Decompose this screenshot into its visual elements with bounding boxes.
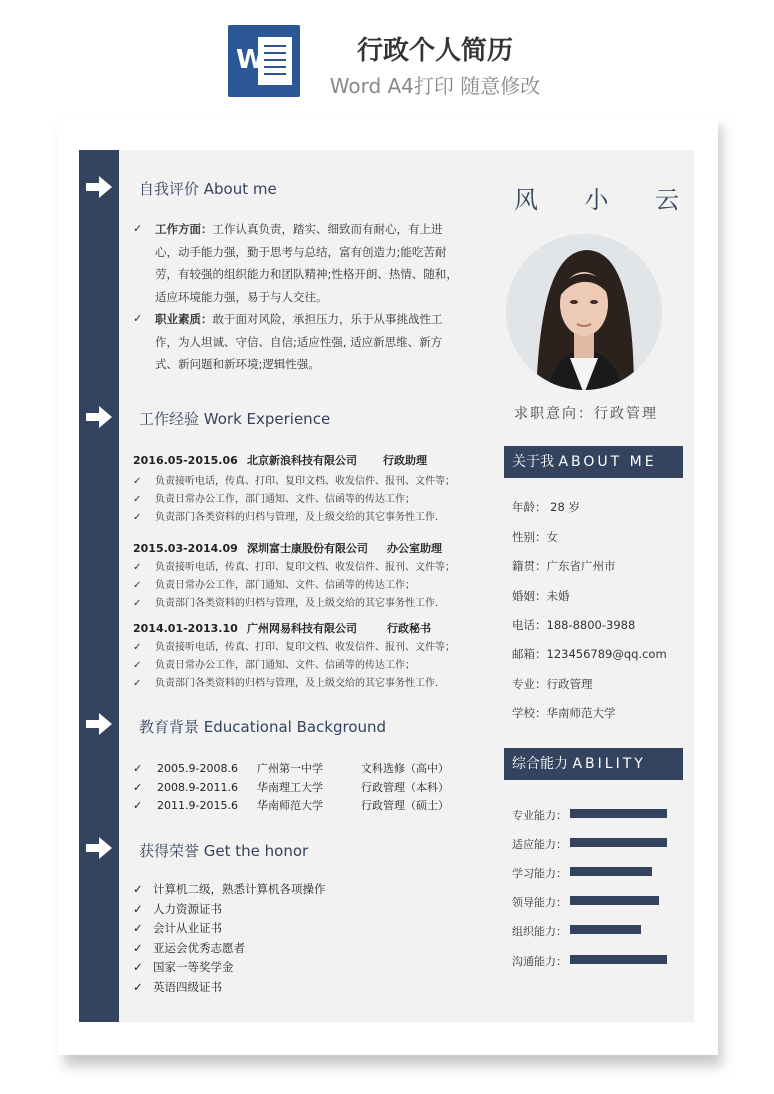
skill-bar (570, 809, 667, 818)
job-position: 行政助理 (383, 454, 427, 467)
honor-item: ✓ 英语四级证书 (133, 980, 222, 994)
info-school: 学校：华南师范大学 (512, 706, 616, 720)
section-title-education: 教育背景 Educational Background (139, 718, 387, 736)
skill-bar (570, 896, 659, 905)
job-period: 2014.01-2013.10 (133, 622, 238, 635)
check-icon: ✓ (133, 678, 142, 689)
job-duty: ✓ 负责日常办公工作，部门通知、文件、信函等的传达工作； (133, 580, 415, 591)
check-icon: ✓ (133, 512, 142, 523)
honor-item: ✓ 人力资源证书 (133, 902, 222, 916)
job-duty: ✓ 负责部门各类资料的归档与管理，及上级交给的其它事务性工作. (133, 598, 439, 609)
skill-bar (570, 925, 641, 934)
info-gender: 性别：女 (512, 530, 558, 544)
job-period: 2015.03-2014.09 (133, 542, 238, 555)
education-row: ✓ 2011.9-2015.6 华南师范大学 行政管理（硕士） (133, 799, 449, 812)
left-stripe (79, 150, 119, 1022)
page-subtitle: Word A4打印 随意修改 (329, 74, 541, 98)
word-logo-letter: W (236, 45, 265, 75)
skill-label: 学习能力： (512, 867, 567, 880)
evaluation-text: 敢于面对风险，承担压力，乐于从事挑战性工作，为人坦诚、守信、自信;适应性强, 适应新思维、新方式、新问题和新环境;逻辑性强。 (155, 312, 443, 371)
evaluation-item (133, 218, 463, 308)
info-age: 年龄： 28 岁 (512, 500, 580, 514)
evaluation-lead: 工作方面： (155, 222, 213, 236)
job-duty: ✓ 负责日常办公工作，部门通知、文件、信函等的传达工作； (133, 494, 415, 505)
education-row: ✓ 2005.9-2008.6 广州第一中学 文科选修（高中） (133, 762, 449, 775)
evaluation-text: 工作认真负责，踏实、细致而有耐心，有上进心，动手能力强，勤于思考与总结，富有创造力;能吃苦耐劳，有较强的组织能力和团队精神;性格开朗、热情、随和，适应环境能力强，易于与人交往。 (155, 222, 458, 304)
ability-header: 综合能力 ABILITY (504, 748, 683, 780)
check-icon: ✓ (133, 781, 143, 794)
arrow-right-icon (86, 176, 112, 198)
job-header (133, 452, 427, 468)
skill-label: 沟通能力： (512, 955, 567, 968)
check-icon: ✓ (133, 902, 143, 916)
honor-item: ✓ 亚运会优秀志愿者 (133, 941, 245, 955)
job-duty: ✓ 负责日常办公工作，部门通知、文件、信函等的传达工作； (133, 660, 415, 671)
check-icon: ✓ (133, 882, 143, 896)
info-email: 邮箱：123456789@qq.com (512, 647, 667, 661)
section-title-work-experience: 工作经验 Work Experience (139, 410, 331, 428)
job-duty: ✓ 负责部门各类资料的归档与管理，及上级交给的其它事务性工作. (133, 678, 439, 689)
job-company: 北京新浪科技有限公司 (247, 454, 357, 467)
section-title-honors: 获得荣誉 Get the honor (139, 842, 309, 860)
evaluation-item (133, 308, 463, 376)
check-icon: ✓ (133, 799, 143, 812)
arrow-right-icon (86, 406, 112, 428)
honor-item: ✓ 国家一等奖学金 (133, 960, 234, 974)
arrow-right-icon (86, 837, 112, 859)
skill-bar (570, 955, 667, 964)
job-intent: 求职意向：行政管理 (514, 406, 658, 422)
word-logo-icon (228, 25, 300, 97)
check-icon: ✓ (133, 562, 142, 573)
skill-label: 专业能力： (512, 809, 567, 822)
check-icon: ✓ (133, 642, 142, 653)
job-period: 2016.05-2015.06 (133, 454, 238, 467)
job-position: 行政秘书 (387, 622, 431, 635)
avatar (506, 234, 662, 390)
check-icon: ✓ (133, 580, 142, 591)
education-row: ✓ 2008.9-2011.6 华南理工大学 行政管理（本科） (133, 781, 449, 794)
skill-label: 适应能力： (512, 838, 567, 851)
job-duty: ✓ 负责接听电话，传真、打印、复印文档、收发信件、报刊、文件等； (133, 476, 455, 487)
skill-bar (570, 867, 652, 876)
skill-label: 领导能力： (512, 896, 567, 909)
check-icon: ✓ (133, 762, 143, 775)
check-icon: ✓ (133, 921, 143, 935)
arrow-right-icon (86, 713, 112, 735)
check-icon: ✓ (133, 660, 142, 671)
check-icon: ✓ (133, 222, 143, 235)
check-icon: ✓ (133, 941, 143, 955)
candidate-name: 风 小 云 (514, 186, 679, 214)
job-header (133, 540, 442, 556)
check-icon: ✓ (133, 980, 143, 994)
check-icon: ✓ (133, 312, 143, 325)
info-major: 专业：行政管理 (512, 677, 593, 691)
info-hometown: 籍贯：广东省广州市 (512, 559, 616, 573)
job-header (133, 620, 431, 636)
honor-item: ✓ 会计从业证书 (133, 921, 222, 935)
page-title: 行政个人简历 (356, 36, 513, 66)
job-position: 办公室助理 (387, 542, 442, 555)
job-duty: ✓ 负责部门各类资料的归档与管理，及上级交给的其它事务性工作. (133, 512, 439, 523)
check-icon: ✓ (133, 598, 142, 609)
job-company: 广州网易科技有限公司 (247, 622, 357, 635)
info-phone: 电话：188-8800-3988 (512, 618, 636, 632)
check-icon: ✓ (133, 476, 142, 487)
check-icon: ✓ (133, 494, 142, 505)
about-me-header: 关于我 ABOUT ME (504, 446, 683, 478)
info-marital: 婚姻：未婚 (512, 589, 570, 603)
job-company: 深圳富士康股份有限公司 (247, 542, 368, 555)
check-icon: ✓ (133, 960, 143, 974)
job-duty: ✓ 负责接听电话，传真、打印、复印文档、收发信件、报刊、文件等； (133, 642, 455, 653)
skill-bar (570, 838, 667, 847)
evaluation-lead: 职业素质： (155, 312, 213, 326)
section-title-about-me: 自我评价 About me (139, 180, 277, 198)
honor-item: ✓ 计算机二级，熟悉计算机各项操作 (133, 882, 326, 896)
job-duty: ✓ 负责接听电话，传真、打印、复印文档、收发信件、报刊、文件等； (133, 562, 455, 573)
skill-label: 组织能力： (512, 925, 567, 938)
